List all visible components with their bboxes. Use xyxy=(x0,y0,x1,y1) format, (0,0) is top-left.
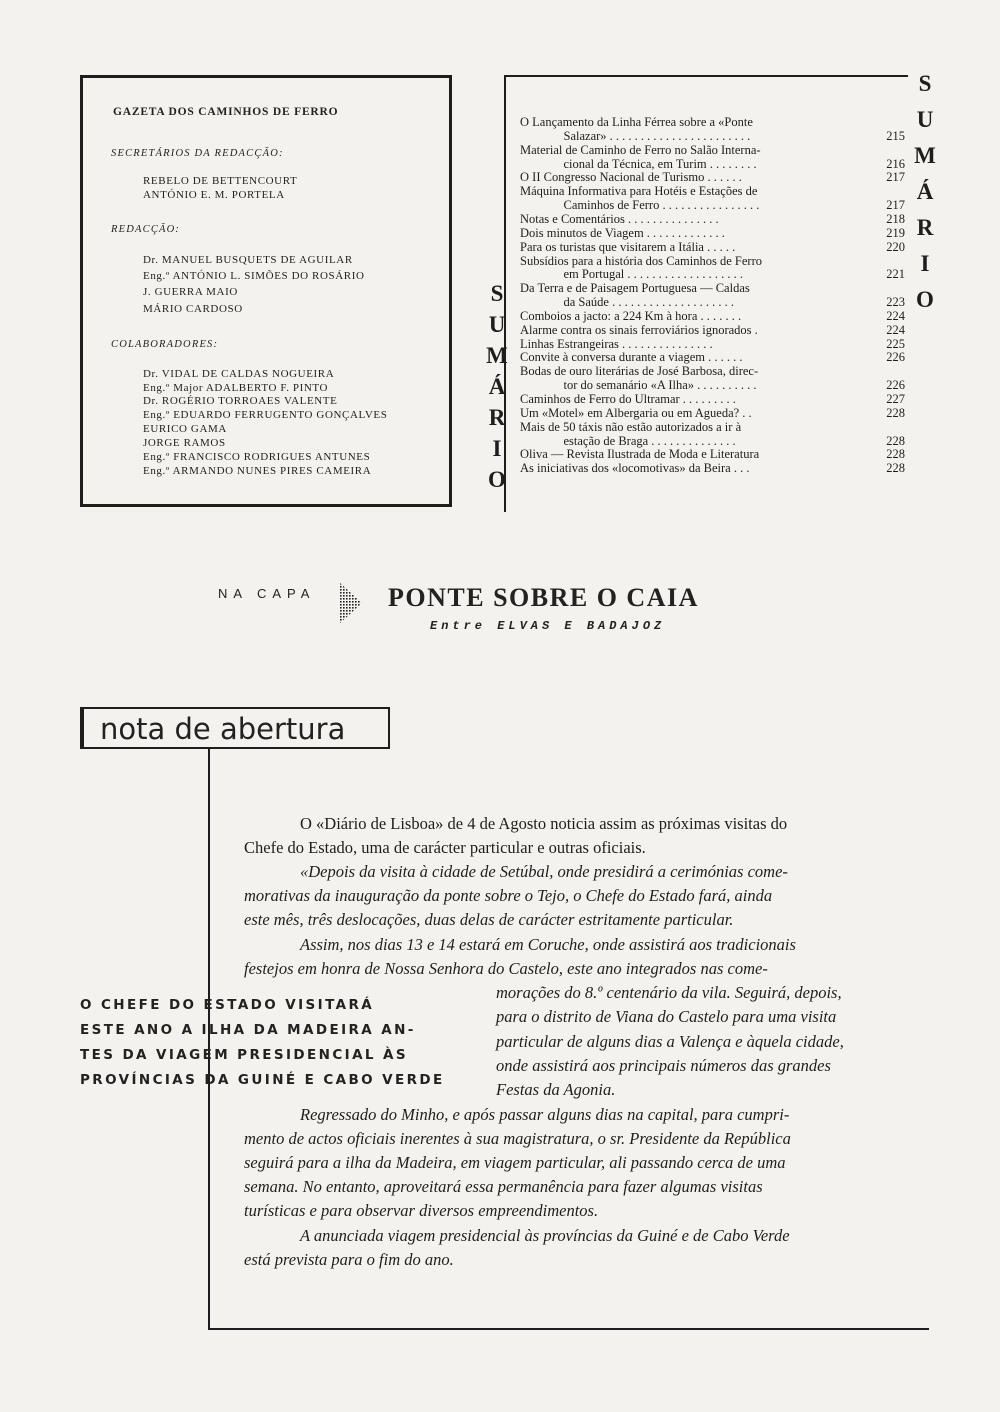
summary-item-title: Bodas de ouro literárias de José Barbosa, direc- xyxy=(520,365,759,379)
summary-item-title: Salazar» . . . . . . . . . . . . . . . . . . . . . . . xyxy=(563,129,751,143)
summary-item-title: tor do semanário «A Ilha» . . . . . . . . . . xyxy=(563,379,757,393)
staff-contributor: Eng.º FRANCISCO RODRIGUES ANTUNES xyxy=(143,451,371,463)
summary-vertical-letter: U xyxy=(916,107,934,132)
highlight-line: ESTE ANO A ILHA DA MADEIRA AN- xyxy=(80,1022,416,1038)
article-line: Festas da Agonia. xyxy=(496,1080,616,1099)
staff-editor: MÁRIO CARDOSO xyxy=(143,303,243,315)
summary-item-title: Mais de 50 táxis não estão autorizados a ir à xyxy=(520,420,742,434)
article-line: mento de actos oficiais inerentes à sua magistratura, o sr. Presidente da República xyxy=(244,1129,791,1148)
summary-vertical-letter: Á xyxy=(488,374,506,399)
summary-item-title: Caminhos de Ferro . . . . . . . . . . . . . . . . xyxy=(563,199,760,213)
summary-item-title: Alarme contra os sinais ferroviários ignorados . xyxy=(520,323,758,337)
staff-editor: Eng.º ANTÓNIO L. SIMÕES DO ROSÁRIO xyxy=(143,270,365,282)
summary-item-page: 228 xyxy=(886,405,905,420)
summary-vertical-letter: S xyxy=(918,71,932,96)
article-line: A anunciada viagem presidencial às províncias da Guiné e de Cabo Verde xyxy=(300,1226,790,1245)
staff-contributor: Dr. ROGÉRIO TORROAES VALENTE xyxy=(143,395,338,407)
summary-item-page: 226 xyxy=(886,350,905,365)
article-line: particular de alguns dias a Valença e àquela cidade, xyxy=(496,1032,844,1051)
summary-item-page: 224 xyxy=(886,322,905,337)
highlight-line: O CHEFE DO ESTADO VISITARÁ xyxy=(80,997,375,1013)
article-line: semana. No entanto, aproveitará essa permanência para fazer algumas visitas xyxy=(244,1177,763,1196)
summary-item-title: O II Congresso Nacional de Turismo . . . . . . xyxy=(520,171,742,185)
staff-contributor: Eng.º EDUARDO FERRUGENTO GONÇALVES xyxy=(143,409,388,421)
summary-vertical-letter: U xyxy=(488,312,506,337)
article-line: O «Diário de Lisboa» de 4 de Agosto noticia assim as próximas visitas do xyxy=(300,814,788,833)
summary-item-title: Linhas Estrangeiras . . . . . . . . . . . . . . . xyxy=(520,337,713,351)
article-line: seguirá para a ilha da Madeira, em viagem particular, ali passando cerca de uma xyxy=(244,1153,786,1172)
summary-item-title: Dois minutos de Viagem . . . . . . . . . . . . . xyxy=(520,226,725,240)
article-rule-horizontal xyxy=(208,1328,929,1330)
article-line: «Depois da visita à cidade de Setúbal, onde presidirá a cerimónias come- xyxy=(300,862,788,881)
summary-item-page: 218 xyxy=(886,211,905,226)
summary-item-page: 216 xyxy=(886,156,905,171)
staff-box xyxy=(80,75,452,507)
article-line: turísticas e para observar diversos empreendimentos. xyxy=(244,1201,599,1220)
summary-item-title: Subsídios para a história dos Caminhos de Ferro xyxy=(520,254,762,268)
cover-title: PONTE SOBRE O CAIA xyxy=(388,583,699,612)
article-line: para o distrito de Viana do Castelo para uma visita xyxy=(496,1007,837,1026)
summary-item-title: Material de Caminho de Ferro no Salão Interna- xyxy=(520,143,761,157)
article-line: morações do 8.º centenário da vila. Seguirá, depois, xyxy=(496,983,842,1002)
article-line: Regressado do Minho, e após passar alguns dias na capital, para cumpri- xyxy=(300,1105,790,1124)
summary-vertical-letter: S xyxy=(490,281,504,306)
staff-publication-name: GAZETA DOS CAMINHOS DE FERRO xyxy=(113,106,339,118)
summary-item-page: 228 xyxy=(886,447,905,462)
summary-item-title: As iniciativas dos «locomotivas» da Beira . . . xyxy=(520,462,750,476)
highlight-line: PROVÍNCIAS DA GUINÉ E CABO VERDE xyxy=(80,1072,445,1088)
summary-item-title: Convite à conversa durante a viagem . . . . . . xyxy=(520,351,743,365)
staff-contributor: Eng.º Major ADALBERTO F. PINTO xyxy=(143,382,329,394)
summary-item-title: Oliva — Revista Ilustrada de Moda e Literatura xyxy=(520,448,760,462)
article-heading: nota de abertura xyxy=(100,712,346,746)
summary-vertical-letter: O xyxy=(916,287,934,312)
summary-item-page: 215 xyxy=(886,128,905,143)
summary-item-page: 226 xyxy=(886,378,905,393)
staff-editor: Dr. MANUEL BUSQUETS DE AGUILAR xyxy=(143,254,353,266)
summary-item-title: Comboios a jacto: a 224 Km à hora . . . . . . . xyxy=(520,309,742,323)
summary-vertical-letter: M xyxy=(914,143,936,168)
summary-item-page: 228 xyxy=(886,461,905,476)
summary-item-page: 217 xyxy=(886,198,905,213)
summary-item-page: 223 xyxy=(886,295,905,310)
article-line: morativas da inauguração da ponte sobre o Tejo, o Chefe do Estado fará, ainda xyxy=(244,886,773,905)
summary-vertical-letter: Á xyxy=(916,179,934,204)
summary-item-title: O Lançamento da Linha Férrea sobre a «Ponte xyxy=(520,116,753,129)
summary-vertical-letter: R xyxy=(916,215,934,240)
summary-item-title: Caminhos de Ferro do Ultramar . . . . . . . . . xyxy=(520,393,736,406)
summary-item-title: da Saúde . . . . . . . . . . . . . . . . . . . . xyxy=(563,296,734,310)
article-line: este mês, três deslocações, duas delas de carácter estritamente particular. xyxy=(244,910,734,929)
summary-item-page: 225 xyxy=(886,336,905,351)
staff-secretary: REBELO DE BETTENCOURT xyxy=(143,175,298,187)
summary-item-page: 224 xyxy=(886,308,905,323)
highlight-line: TES DA VIAGEM PRESIDENCIAL ÀS xyxy=(80,1047,408,1063)
editorial-heading: REDACÇÃO: xyxy=(111,224,181,235)
summary-item-page: 220 xyxy=(886,239,905,254)
staff-contributor: JORGE RAMOS xyxy=(143,437,226,449)
cover-subtitle: Entre ELVAS E BADAJOZ xyxy=(430,619,666,633)
summary-item-title: Para os turistas que visitarem a Itália . . . . . xyxy=(520,240,736,254)
cover-label: NA CAPA xyxy=(218,586,316,601)
summary-vertical-letter: I xyxy=(492,436,502,461)
article-highlight xyxy=(80,993,460,1093)
summary-item-page: 221 xyxy=(886,267,905,282)
summary-item-title: estação de Braga . . . . . . . . . . . . . . xyxy=(563,434,736,448)
summary-vertical-letter: R xyxy=(488,405,506,430)
summary-item-page: 228 xyxy=(886,433,905,448)
article-line: festejos em honra de Nossa Senhora do Castelo, este ano integrados nas come- xyxy=(244,959,768,978)
summary-vertical-letter: I xyxy=(920,251,930,276)
summary-vertical-letter: O xyxy=(488,467,506,492)
summary-item-title: Da Terra e de Paisagem Portuguesa — Caldas xyxy=(520,282,750,296)
staff-editor: J. GUERRA MAIO xyxy=(143,286,238,298)
staff-contributor: EURICO GAMA xyxy=(143,423,227,435)
summary-item-title: Máquina Informativa para Hotéis e Estações de xyxy=(520,185,758,199)
article-line: Assim, nos dias 13 e 14 estará em Coruche, onde assistirá aos tradicionais xyxy=(300,935,796,954)
summary-item-page: 219 xyxy=(886,225,905,240)
summary-item-page: 217 xyxy=(886,170,905,185)
staff-contributor: Dr. VIDAL DE CALDAS NOGUEIRA xyxy=(143,368,335,380)
staff-secretary: ANTÓNIO E. M. PORTELA xyxy=(143,189,285,201)
staff-contributor: Eng.º ARMANDO NUNES PIRES CAMEIRA xyxy=(143,465,372,477)
secretaries-heading: SECRETÁRIOS DA REDACÇÃO: xyxy=(111,148,284,159)
summary-item-title: em Portugal . . . . . . . . . . . . . . . . . . . xyxy=(563,268,744,282)
article-line: onde assistirá aos principais números das grandes xyxy=(496,1056,831,1075)
article-line: Chefe do Estado, uma de carácter particular e outras oficiais. xyxy=(244,838,646,857)
summary-vertical-letter: M xyxy=(486,343,508,368)
summary-item-title: cional da Técnica, em Turim . . . . . . . . xyxy=(563,157,757,171)
summary-item-title: Um «Motel» em Albergaria ou em Agueda? . . xyxy=(520,406,752,420)
article-line: está prevista para o fim do ano. xyxy=(244,1250,454,1269)
contributors-heading: COLABORADORES: xyxy=(111,339,219,350)
summary-item-title: Notas e Comentários . . . . . . . . . . . . . . . xyxy=(520,212,719,226)
arrow-icon xyxy=(340,583,366,623)
summary-item-page: 227 xyxy=(886,392,905,406)
